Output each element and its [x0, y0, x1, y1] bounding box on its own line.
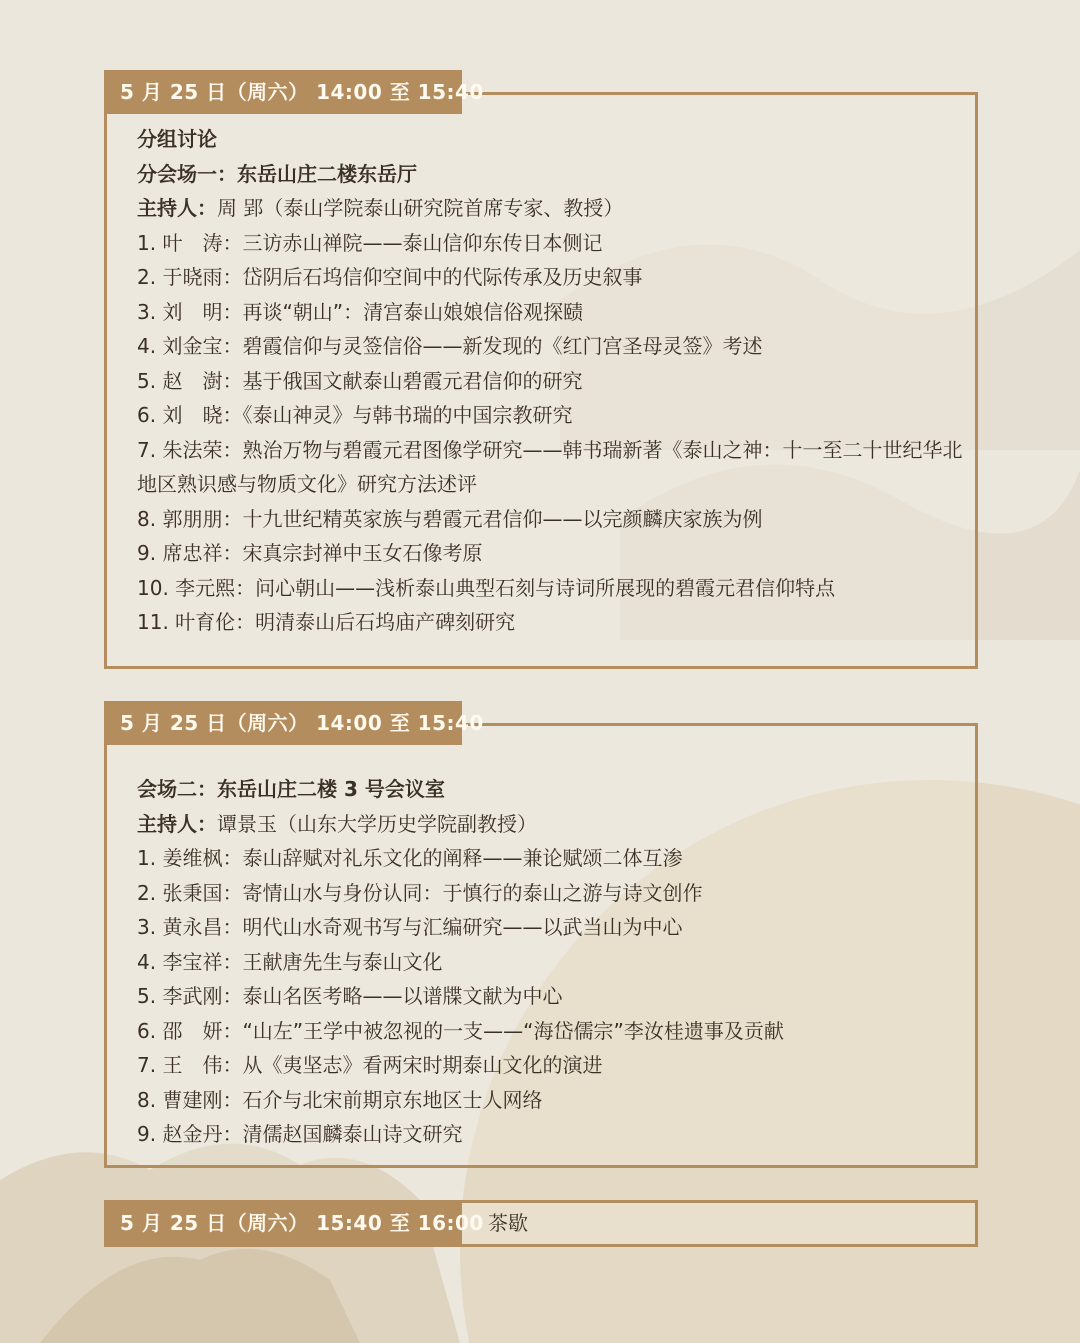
- session1-content: [137, 122, 963, 640]
- session2-time-tag: 5 月 25 日（周六） 14:00 至 15:40: [104, 701, 462, 745]
- session2-item-5: 5. 李武刚：泰山名医考略——以谱牒文献为中心: [137, 984, 563, 1008]
- tea-break-label: 茶歇: [488, 1211, 528, 1235]
- session2-item-6: 6. 邵 妍：“山左”王学中被忽视的一支——“海岱儒宗”李汝桂遗事及贡献: [137, 1018, 784, 1043]
- session2-item-3: 3. 黄永昌：明代山水奇观书写与汇编研究——以武当山为中心: [137, 915, 683, 939]
- session1-host: 周 郢（泰山学院泰山研究院首席专家、教授）: [217, 196, 624, 220]
- session1-item-11: 11. 叶育伦：明清泰山后石坞庙产碑刻研究: [137, 610, 516, 634]
- session1-time-tag: 5 月 25 日（周六） 14:00 至 15:40: [104, 70, 462, 114]
- session2-host-label: 主持人：: [137, 811, 217, 836]
- session1-host-label: 主持人：: [137, 196, 217, 220]
- session2-item-2: 2. 张秉国：寄情山水与身份认同：于慎行的泰山之游与诗文创作: [137, 880, 703, 905]
- session1-item-7: 7. 朱法荣：熟治万物与碧霞元君图像学研究——韩书瑞新著《泰山之神：十一至二十世纪华北地区熟识感与物质文化》研究方法述评: [137, 437, 963, 496]
- session1-item-1: 1. 叶 涛：三访赤山禅院——泰山信仰东传日本侧记: [137, 230, 603, 255]
- session2-item-7: 7. 王 伟：从《夷坚志》看两宋时期泰山文化的演进: [137, 1053, 603, 1077]
- session2-item-4: 4. 李宝祥：王献唐先生与泰山文化: [137, 949, 443, 974]
- session2-host: 谭景玉（山东大学历史学院副教授）: [217, 811, 537, 836]
- session3-time-tag: 5 月 25 日（周六） 15:40 至 16:00: [104, 1200, 462, 1247]
- session2-host-line: [137, 807, 963, 842]
- session1-item-3: 3. 刘 明：再谈“朝山”：清宫泰山娘娘信俗观探赜: [137, 299, 584, 324]
- session1-item-8: 8. 郭朋朋：十九世纪精英家族与碧霞元君信仰——以完颜麟庆家族为例: [137, 506, 763, 531]
- session1-venue: 分会场一：东岳山庄二楼东岳厅: [137, 161, 417, 186]
- session1-item-10: 10. 李元熙：问心朝山——浅析泰山典型石刻与诗词所展现的碧霞元君信仰特点: [137, 575, 836, 600]
- session1-item-6: 6. 刘 晓：《泰山神灵》与韩书瑞的中国宗教研究: [137, 403, 573, 427]
- session2-venue: 会场二：东岳山庄二楼 3 号会议室: [137, 777, 445, 801]
- session2-content: [137, 772, 963, 1152]
- session1-title: 分组讨论: [137, 127, 217, 151]
- session1-host-line: [137, 191, 963, 226]
- session2-item-1: 1. 姜维枫：泰山辞赋对礼乐文化的阐释——兼论赋颂二体互渗: [137, 846, 683, 870]
- session2-item-9: 9. 赵金丹：清儒赵国麟泰山诗文研究: [137, 1122, 463, 1146]
- session1-item-4: 4. 刘金宝：碧霞信仰与灵签信俗——新发现的《红门宫圣母灵签》考述: [137, 334, 763, 358]
- session1-item-2: 2. 于晓雨：岱阴后石坞信仰空间中的代际传承及历史叙事: [137, 265, 643, 289]
- session1-item-5: 5. 赵 澍：基于俄国文献泰山碧霞元君信仰的研究: [137, 368, 583, 393]
- session2-item-8: 8. 曹建刚：石介与北宋前期京东地区士人网络: [137, 1087, 543, 1112]
- session1-item-9: 9. 席忠祥：宋真宗封禅中玉女石像考原: [137, 541, 483, 565]
